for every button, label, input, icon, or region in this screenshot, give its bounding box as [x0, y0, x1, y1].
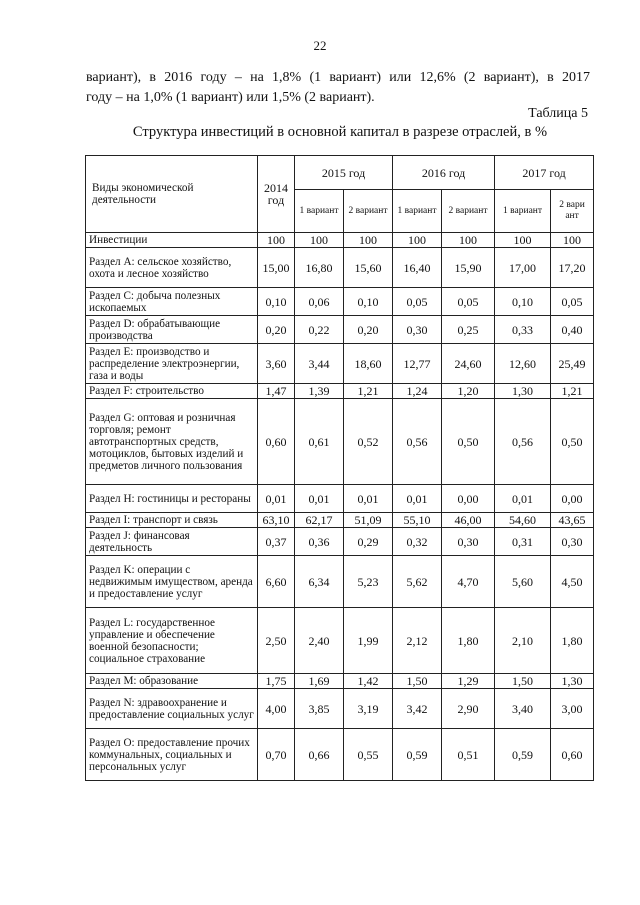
row-value: 0,01: [258, 485, 295, 513]
row-value: 0,59: [393, 729, 442, 781]
row-value: 100: [295, 233, 344, 248]
row-value: 2,50: [258, 608, 295, 674]
row-value: 0,30: [442, 528, 495, 556]
row-value: 3,19: [344, 689, 393, 729]
row-value: 3,85: [295, 689, 344, 729]
row-value: 0,00: [551, 485, 594, 513]
row-value: 0,10: [258, 288, 295, 316]
row-value: 17,00: [495, 248, 551, 288]
table-row: [86, 399, 594, 485]
row-value: 0,00: [442, 485, 495, 513]
row-value: 0,29: [344, 528, 393, 556]
row-value: 5,62: [393, 556, 442, 608]
table-row: [86, 288, 594, 316]
row-value: 0,06: [295, 288, 344, 316]
row-value: 1,21: [344, 384, 393, 399]
row-value: 0,60: [258, 399, 295, 485]
row-value: 25,49: [551, 344, 594, 384]
table-row: [86, 384, 594, 399]
row-value: 100: [344, 233, 393, 248]
row-label: Раздел A: сельское хозяйство, охота и лесное хозяйство: [86, 248, 258, 288]
row-value: 0,05: [442, 288, 495, 316]
row-value: 1,21: [551, 384, 594, 399]
row-value: 2,10: [495, 608, 551, 674]
row-label: Раздел L: государственное управление и обеспечение военной безопасности; социальное страхование: [86, 608, 258, 674]
header-variant: 1 вариант: [495, 190, 551, 233]
row-value: 0,50: [442, 399, 495, 485]
row-value: 1,50: [495, 674, 551, 689]
row-value: 0,20: [344, 316, 393, 344]
row-value: 0,32: [393, 528, 442, 556]
row-value: 0,22: [295, 316, 344, 344]
row-value: 0,10: [344, 288, 393, 316]
row-value: 1,69: [295, 674, 344, 689]
row-value: 63,10: [258, 513, 295, 528]
row-label: Инвестиции: [86, 233, 258, 248]
row-value: 0,55: [344, 729, 393, 781]
row-label: Раздел I: транспорт и связь: [86, 513, 258, 528]
header-2015: 2015 год: [295, 156, 393, 190]
row-value: 24,60: [442, 344, 495, 384]
row-value: 1,80: [551, 608, 594, 674]
row-value: 0,01: [495, 485, 551, 513]
row-value: 0,66: [295, 729, 344, 781]
row-value: 2,12: [393, 608, 442, 674]
row-value: 0,01: [344, 485, 393, 513]
row-value: 0,51: [442, 729, 495, 781]
header-variant: 2 вари ант: [551, 190, 594, 233]
table-row: [86, 513, 594, 528]
row-value: 3,40: [495, 689, 551, 729]
row-value: 18,60: [344, 344, 393, 384]
row-value: 100: [495, 233, 551, 248]
row-value: 16,40: [393, 248, 442, 288]
row-value: 1,75: [258, 674, 295, 689]
table-row: [86, 344, 594, 384]
header-2016: 2016 год: [393, 156, 495, 190]
table-row: [86, 485, 594, 513]
row-value: 0,01: [295, 485, 344, 513]
row-value: 0,59: [495, 729, 551, 781]
row-value: 55,10: [393, 513, 442, 528]
row-label: Раздел N: здравоохранение и предоставление социальных услуг: [86, 689, 258, 729]
row-value: 3,00: [551, 689, 594, 729]
row-value: 100: [393, 233, 442, 248]
header-variant: 1 вариант: [295, 190, 344, 233]
table-row: [86, 689, 594, 729]
row-label: Раздел G: оптовая и розничная торговля; ремонт автотранспортных средств, мотоциклов, бытовых изделий и предметов личного пользования: [86, 399, 258, 485]
row-value: 1,24: [393, 384, 442, 399]
table-row: [86, 729, 594, 781]
row-label: Раздел M: образование: [86, 674, 258, 689]
row-value: 0,70: [258, 729, 295, 781]
row-label: Раздел H: гостиницы и рестораны: [86, 485, 258, 513]
row-value: 3,42: [393, 689, 442, 729]
row-value: 15,90: [442, 248, 495, 288]
row-value: 100: [258, 233, 295, 248]
row-value: 1,30: [551, 674, 594, 689]
row-value: 100: [442, 233, 495, 248]
header-variant: 2 вариант: [442, 190, 495, 233]
row-value: 16,80: [295, 248, 344, 288]
row-value: 1,99: [344, 608, 393, 674]
investment-structure-table: [85, 155, 594, 781]
row-value: 51,09: [344, 513, 393, 528]
row-value: 100: [551, 233, 594, 248]
intro-line-1: вариант), в 2016 году – на 1,8% (1 вариант) или 12,6% (2 вариант), в 2017: [86, 70, 590, 85]
row-value: 6,60: [258, 556, 295, 608]
row-value: 0,05: [551, 288, 594, 316]
row-value: 3,44: [295, 344, 344, 384]
row-value: 1,80: [442, 608, 495, 674]
row-value: 43,65: [551, 513, 594, 528]
header-2014: 2014 год: [258, 156, 295, 233]
row-value: 0,05: [393, 288, 442, 316]
row-label: Раздел K: операции с недвижимым имуществом, аренда и предоставление услуг: [86, 556, 258, 608]
table-row: [86, 248, 594, 288]
row-value: 1,39: [295, 384, 344, 399]
row-value: 0,01: [393, 485, 442, 513]
row-label: Раздел J: финансовая деятельность: [86, 528, 258, 556]
row-value: 0,30: [551, 528, 594, 556]
row-value: 0,50: [551, 399, 594, 485]
row-value: 46,00: [442, 513, 495, 528]
page-number: 22: [313, 38, 327, 53]
table-label: Таблица 5: [528, 106, 588, 121]
row-value: 4,70: [442, 556, 495, 608]
row-value: 0,52: [344, 399, 393, 485]
row-value: 0,25: [442, 316, 495, 344]
row-label: Раздел E: производство и распределение электроэнергии, газа и воды: [86, 344, 258, 384]
header-activity: Виды экономической деятельности: [86, 156, 258, 233]
row-value: 0,40: [551, 316, 594, 344]
row-value: 1,42: [344, 674, 393, 689]
table-title: Структура инвестиций в основной капитал в разрезе отраслей, в %: [132, 124, 548, 140]
row-value: 1,50: [393, 674, 442, 689]
row-value: 5,23: [344, 556, 393, 608]
row-value: 15,60: [344, 248, 393, 288]
row-value: 5,60: [495, 556, 551, 608]
row-label: Раздел C: добыча полезных ископаемых: [86, 288, 258, 316]
row-value: 0,33: [495, 316, 551, 344]
row-value: 0,20: [258, 316, 295, 344]
header-variant: 2 вариант: [344, 190, 393, 233]
row-value: 6,34: [295, 556, 344, 608]
row-value: 0,10: [495, 288, 551, 316]
row-value: 2,40: [295, 608, 344, 674]
table-row: [86, 316, 594, 344]
row-value: 12,60: [495, 344, 551, 384]
row-value: 4,00: [258, 689, 295, 729]
row-value: 0,30: [393, 316, 442, 344]
row-value: 0,61: [295, 399, 344, 485]
row-value: 1,47: [258, 384, 295, 399]
row-label: Раздел F: строительство: [86, 384, 258, 399]
row-value: 12,77: [393, 344, 442, 384]
row-value: 0,56: [495, 399, 551, 485]
row-value: 0,37: [258, 528, 295, 556]
row-value: 1,30: [495, 384, 551, 399]
table-row: [86, 528, 594, 556]
header-variant: 1 вариант: [393, 190, 442, 233]
row-label: Раздел D: обрабатывающие производства: [86, 316, 258, 344]
header-2017: 2017 год: [495, 156, 594, 190]
row-value: 0,36: [295, 528, 344, 556]
intro-line-2: году – на 1,0% (1 вариант) или 1,5% (2 вариант).: [86, 90, 375, 105]
table-row: [86, 233, 594, 248]
row-label: Раздел O: предоставление прочих коммунальных, социальных и персональных услуг: [86, 729, 258, 781]
row-value: 62,17: [295, 513, 344, 528]
table-row: [86, 608, 594, 674]
row-value: 17,20: [551, 248, 594, 288]
row-value: 0,31: [495, 528, 551, 556]
row-value: 1,20: [442, 384, 495, 399]
table-row: [86, 556, 594, 608]
row-value: 0,56: [393, 399, 442, 485]
row-value: 54,60: [495, 513, 551, 528]
row-value: 0,60: [551, 729, 594, 781]
row-value: 2,90: [442, 689, 495, 729]
row-value: 3,60: [258, 344, 295, 384]
row-value: 4,50: [551, 556, 594, 608]
table-row: [86, 674, 594, 689]
row-value: 1,29: [442, 674, 495, 689]
row-value: 15,00: [258, 248, 295, 288]
